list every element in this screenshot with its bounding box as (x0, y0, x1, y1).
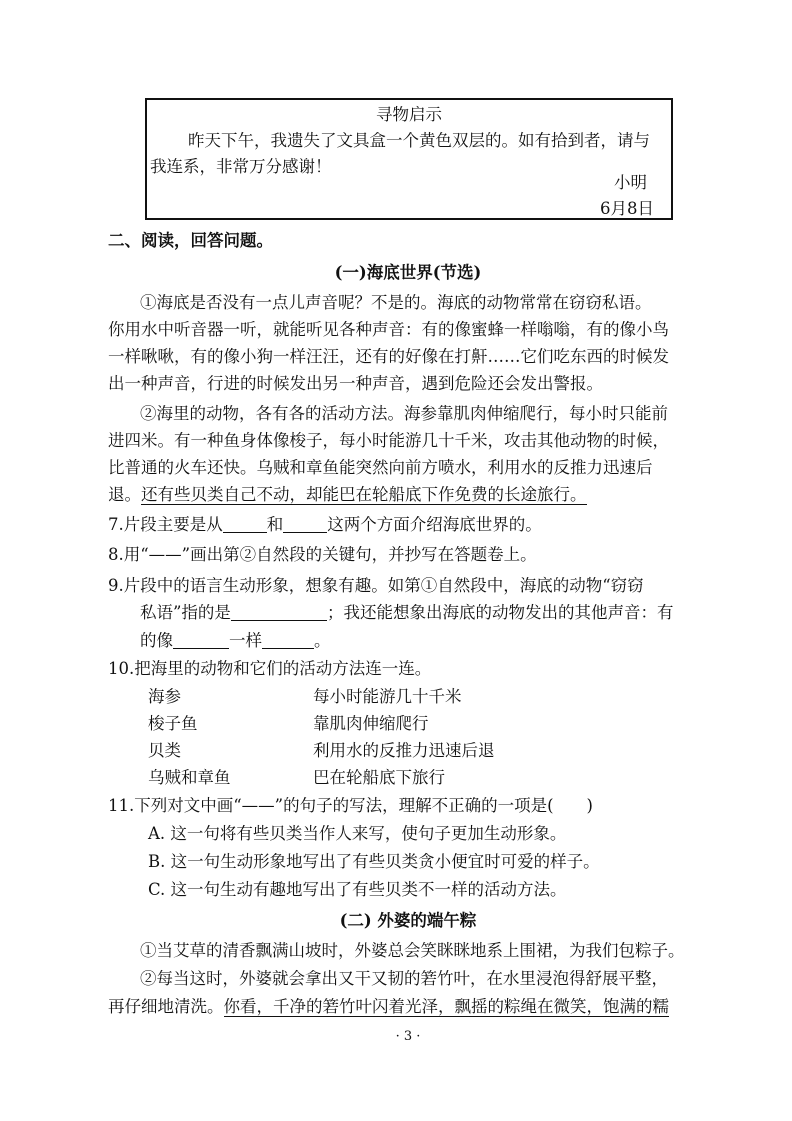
q9-text-c: 的像 (140, 631, 173, 650)
notice-line-2: 我连系，非常万分感谢！ (150, 157, 332, 176)
q7-text-c: 这两个方面介绍海底世界的。 (327, 515, 542, 534)
q10-right-item[interactable]: 利用水的反推力迅速后退 (313, 741, 495, 760)
q7-text-a: 7.片段主要是从 (108, 515, 223, 534)
notice-name: 小明 (614, 173, 647, 192)
passage1-p2-line-last (108, 484, 587, 506)
q7-text-b: 和 (266, 515, 284, 534)
q9-answer-blank-1[interactable] (231, 604, 327, 621)
q10-left-item[interactable]: 梭子鱼 (148, 714, 198, 733)
notice-date: 6月8日 (600, 199, 654, 218)
q9-text-a: 私语”指的是 (140, 603, 231, 622)
question-7 (108, 514, 542, 536)
section-heading: 二、阅读，回答问题。 (108, 231, 273, 250)
q9-answer-blank-2[interactable] (173, 632, 229, 649)
passage1-title: (一)海底世界(节选) (334, 263, 482, 282)
page-number: · 3 · (395, 1029, 421, 1044)
q9-line-1: 9.片段中的语言生动形象，想象有趣。如第①自然段中，海底的动物“窃窃 (108, 576, 644, 595)
notice-title: 寻物启示 (376, 105, 442, 124)
passage1-p1-line: ①海底是否没有一点儿声音呢？不是的。海底的动物常常在窃窃私语。 (140, 293, 652, 312)
passage1-p2-text: 退。 (108, 485, 141, 504)
passage2-p1: ①当艾草的清香飘满山坡时，外婆总会笑眯眯地系上围裙，为我们包粽子。 (140, 941, 685, 960)
q7-answer-blank-1[interactable] (223, 516, 267, 533)
q10-right-item[interactable]: 巴在轮船底下旅行 (313, 768, 445, 787)
q10-left-item[interactable]: 乌贼和章鱼 (148, 768, 231, 787)
q9-line-2 (140, 602, 673, 624)
passage2-title: (二) 外婆的端午粽 (339, 911, 477, 930)
notice-line-1: 昨天下午，我遗失了文具盒一个黄色双层的。如有拾到者，请与 (188, 131, 650, 150)
underlined-key-sentence: 还有些贝类自己不动，却能巴在轮船底下作免费的长途旅行。 (141, 485, 587, 504)
passage1-p2-line: 进四米。有一种鱼身体像梭子，每小时能游几十千米，攻击其他动物的时候， (108, 431, 669, 450)
passage1-p2-line: 比普通的火车还快。乌贼和章鱼能突然向前方喷水，利用水的反推力迅速后 (108, 458, 653, 477)
passage2-p2-text: 再仔细地清洗。 (108, 997, 224, 1016)
q11-option-c[interactable]: C. 这一句生动有趣地写出了有些贝类不一样的活动方法。 (148, 880, 567, 899)
q9-text-e: 。 (314, 631, 331, 650)
passage1-p1-line: 出一种声音，行进的时候发出另一种声音，遇到危险还会发出警报。 (108, 374, 603, 393)
question-8: 8.用“——”画出第②自然段的关键句，并抄写在答题卷上。 (108, 545, 537, 564)
q9-text-b: ；我还能想象出海底的动物发出的其他声音：有 (326, 603, 674, 622)
passage2-p2-line-2 (108, 996, 669, 1018)
q7-answer-blank-2[interactable] (283, 516, 327, 533)
q11-option-a[interactable]: A. 这一句将有些贝类当作人来写，使句子更加生动形象。 (148, 824, 567, 843)
q10-left-item[interactable]: 贝类 (148, 741, 181, 760)
q9-text-d: 一样 (229, 631, 262, 650)
question-11-title: 11.下列对文中画“——”的句子的写法，理解不正确的一项是( ) (108, 796, 593, 815)
q10-right-item[interactable]: 靠肌肉伸缩爬行 (313, 714, 429, 733)
passage2-p2-line-1: ②每当这时，外婆就会拿出又干又韧的箬竹叶，在水里浸泡得舒展平整， (140, 969, 668, 988)
q10-left-item[interactable]: 海参 (148, 687, 181, 706)
underlined-sentence: 你看，千净的箬竹叶闪着光泽，飘摇的粽绳在微笑，饱满的糯 (223, 997, 669, 1016)
question-10-title: 10.把海里的动物和它们的活动方法连一连。 (108, 659, 432, 678)
q11-option-b[interactable]: B. 这一句生动形象地写出了有些贝类贪小便宜时可爱的样子。 (148, 852, 600, 871)
passage1-p1-line: 你用水中听音器一听，就能听见各种声音：有的像蜜蜂一样嗡嗡，有的像小鸟 (108, 320, 669, 339)
passage1-p1-line: 一样啾啾，有的像小狗一样汪汪，还有的好像在打鼾……它们吃东西的时候发 (108, 347, 669, 366)
passage1-p2-line: ②海里的动物，各有各的活动方法。海参靠肌肉伸缩爬行，每小时只能前 (140, 404, 668, 423)
q10-right-item[interactable]: 每小时能游几十千米 (313, 687, 462, 706)
q9-answer-blank-3[interactable] (262, 632, 314, 649)
q9-line-3 (140, 630, 331, 652)
